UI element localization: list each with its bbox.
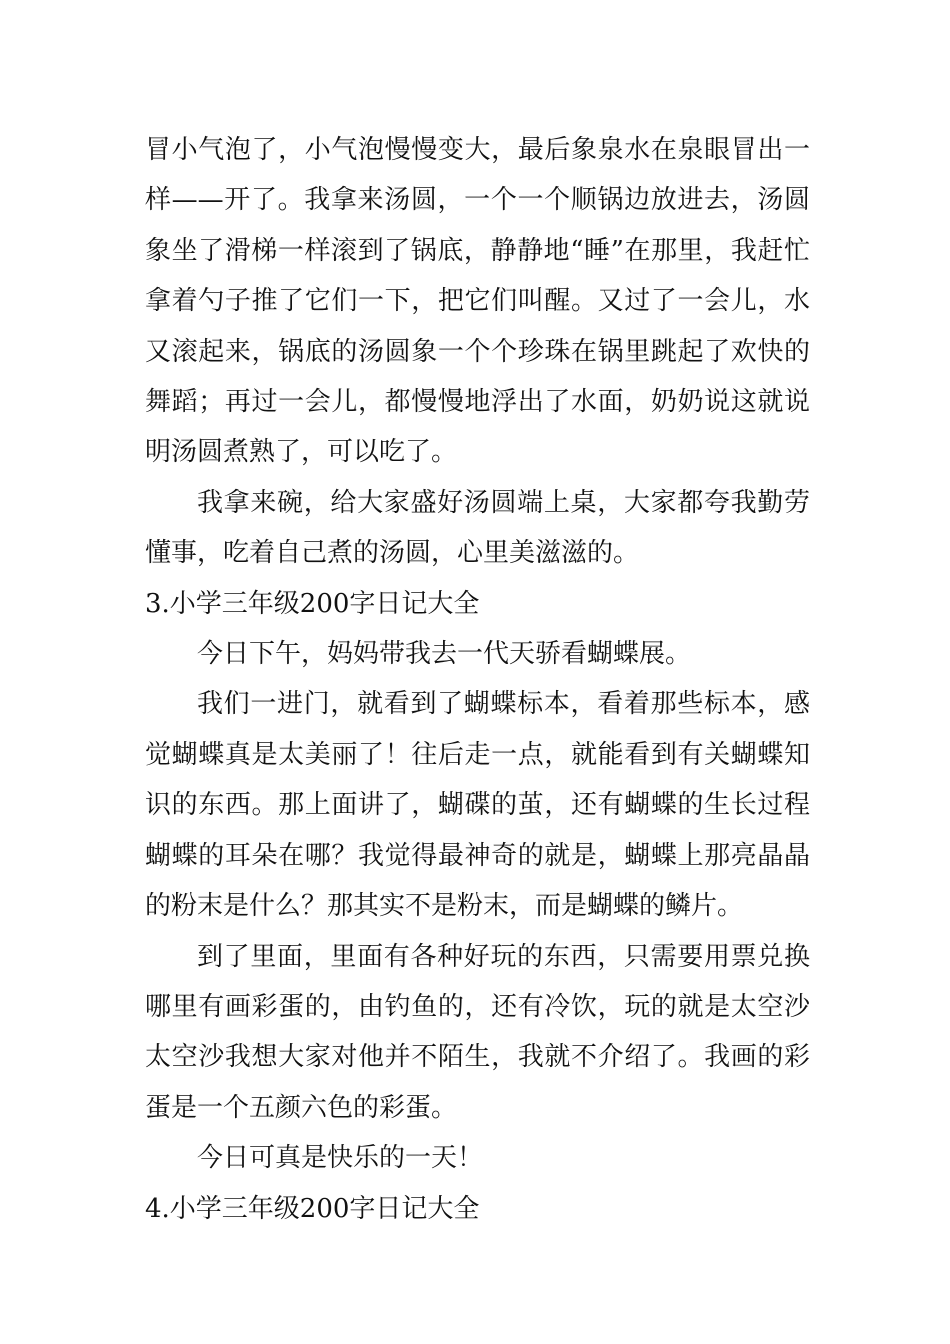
paragraph-butterfly-specimens: 我们一进门，就看到了蝴蝶标本，看着那些标本，感觉蝴蝶真是太美丽了！往后走一点，就能看到有关蝴蝶知识的东西。那上面讲了，蝴碟的茧，还有蝴蝶的生长过程蝴蝶的耳朵在哪？我觉得最神奇的就是，蝴蝶上那亮晶晶的粉末是什么？那其实不是粉末，而是蝴蝶的鳞片。 — [145, 689, 810, 922]
paragraph-games-inside: 到了里面，里面有各种好玩的东西，只需要用票兑换哪里有画彩蛋的，由钓鱼的，还有冷饮，玩的就是太空沙太空沙我想大家对他并不陌生，我就不介绍了。我画的彩蛋是一个五颜六色的彩蛋。 — [145, 941, 810, 1123]
section-heading-3: 3.小学三年级200字日记大全 — [145, 588, 480, 619]
paragraph-butterfly-intro: 今日下午，妈妈带我去一代天骄看蝴蝶展。 — [197, 639, 692, 670]
paragraph-serving-tangyuan: 我拿来碗，给大家盛好汤圆端上桌，大家都夸我勤劳懂事，吃着自己煮的汤圆，心里美滋滋的。 — [145, 487, 810, 569]
section-heading-4: 4.小学三年级200字日记大全 — [145, 1193, 480, 1224]
paragraph-happy-day: 今日可真是快乐的一天！ — [197, 1143, 484, 1174]
paragraph-cooking-tangyuan: 冒小气泡了，小气泡慢慢变大，最后象泉水在泉眼冒出一样——开了。我拿来汤圆，一个一个顺锅边放进去，汤圆象坐了滑梯一样滚到了锅底，静静地“睡”在那里，我赶忙拿着勺子推了它们一下，把它们叫醒。又过了一会儿，水又滚起来，锅底的汤圆象一个个珍珠在锅里跳起了欢快的舞蹈；再过一会儿，都慢慢地浮出了水面，奶奶说这就说明汤圆煮熟了，可以吃了。 — [145, 135, 810, 468]
document-body — [145, 125, 810, 1234]
